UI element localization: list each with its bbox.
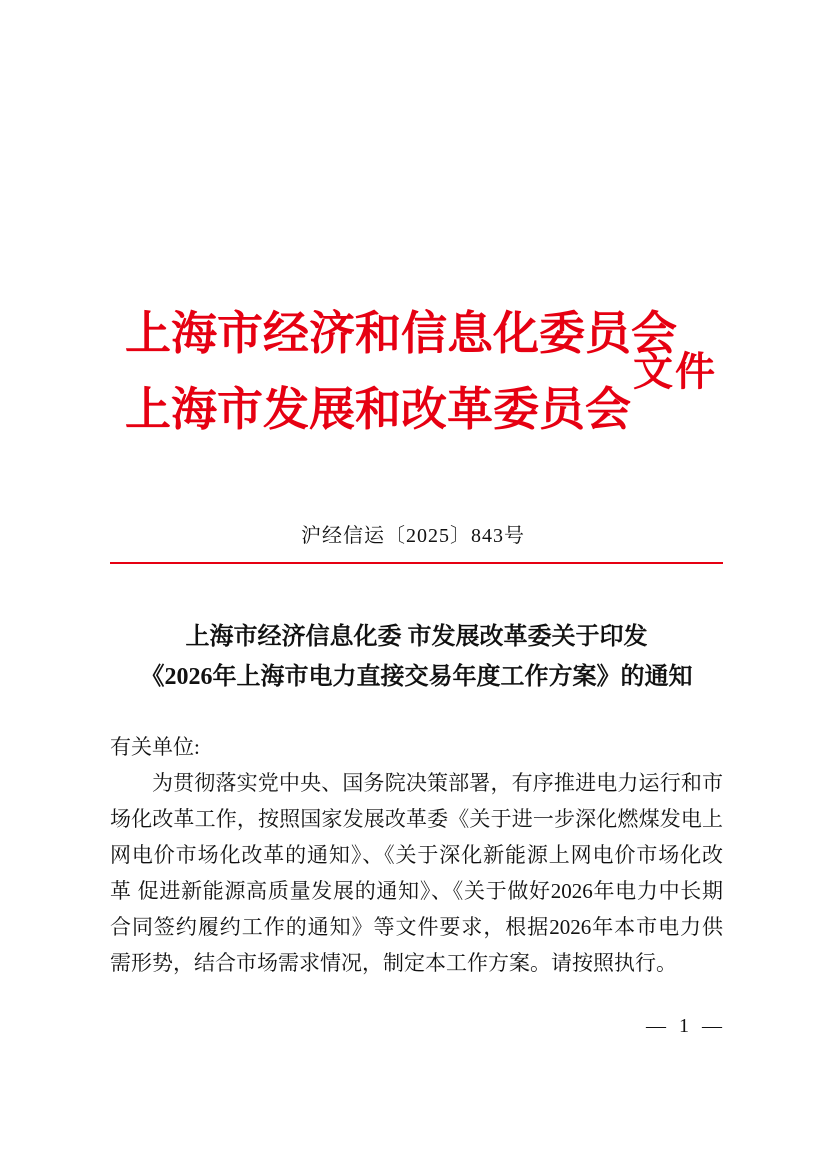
- document-number: 沪经信运〔2025〕843号: [301, 525, 525, 547]
- page-number: — 1 —: [646, 1015, 726, 1037]
- issuer-name-1: 上海市经济和信息化委员会: [125, 308, 677, 359]
- salutation: 有关单位:: [110, 735, 200, 759]
- body-line: 合同签约履约工作的通知》等文件要求，根据2026年本市电力供: [110, 915, 723, 939]
- body-line: 为贯彻落实党中央、国务院决策部署，有序推进电力运行和市: [152, 771, 723, 795]
- red-divider: [110, 562, 723, 564]
- document-suffix: 文件: [633, 349, 717, 394]
- body-line: 网电价市场化改革的通知》、《关于深化新能源上网电价市场化改: [110, 843, 723, 867]
- body-line: 需形势，结合市场需求情况，制定本工作方案。请按照执行。: [110, 951, 677, 975]
- issuer-name-2: 上海市发展和改革委员会: [125, 384, 631, 435]
- body-paragraph: [110, 768, 723, 984]
- document-title-line-1: 上海市经济信息化委 市发展改革委关于印发: [185, 624, 648, 650]
- document-title-line-2: 《2026年上海市电力直接交易年度工作方案》的通知: [140, 664, 693, 690]
- body-line: 场化改革工作，按照国家发展改革委《关于进一步深化燃煤发电上: [110, 807, 723, 831]
- body-line: 革 促进新能源高质量发展的通知》、《关于做好2026年电力中长期: [110, 879, 723, 903]
